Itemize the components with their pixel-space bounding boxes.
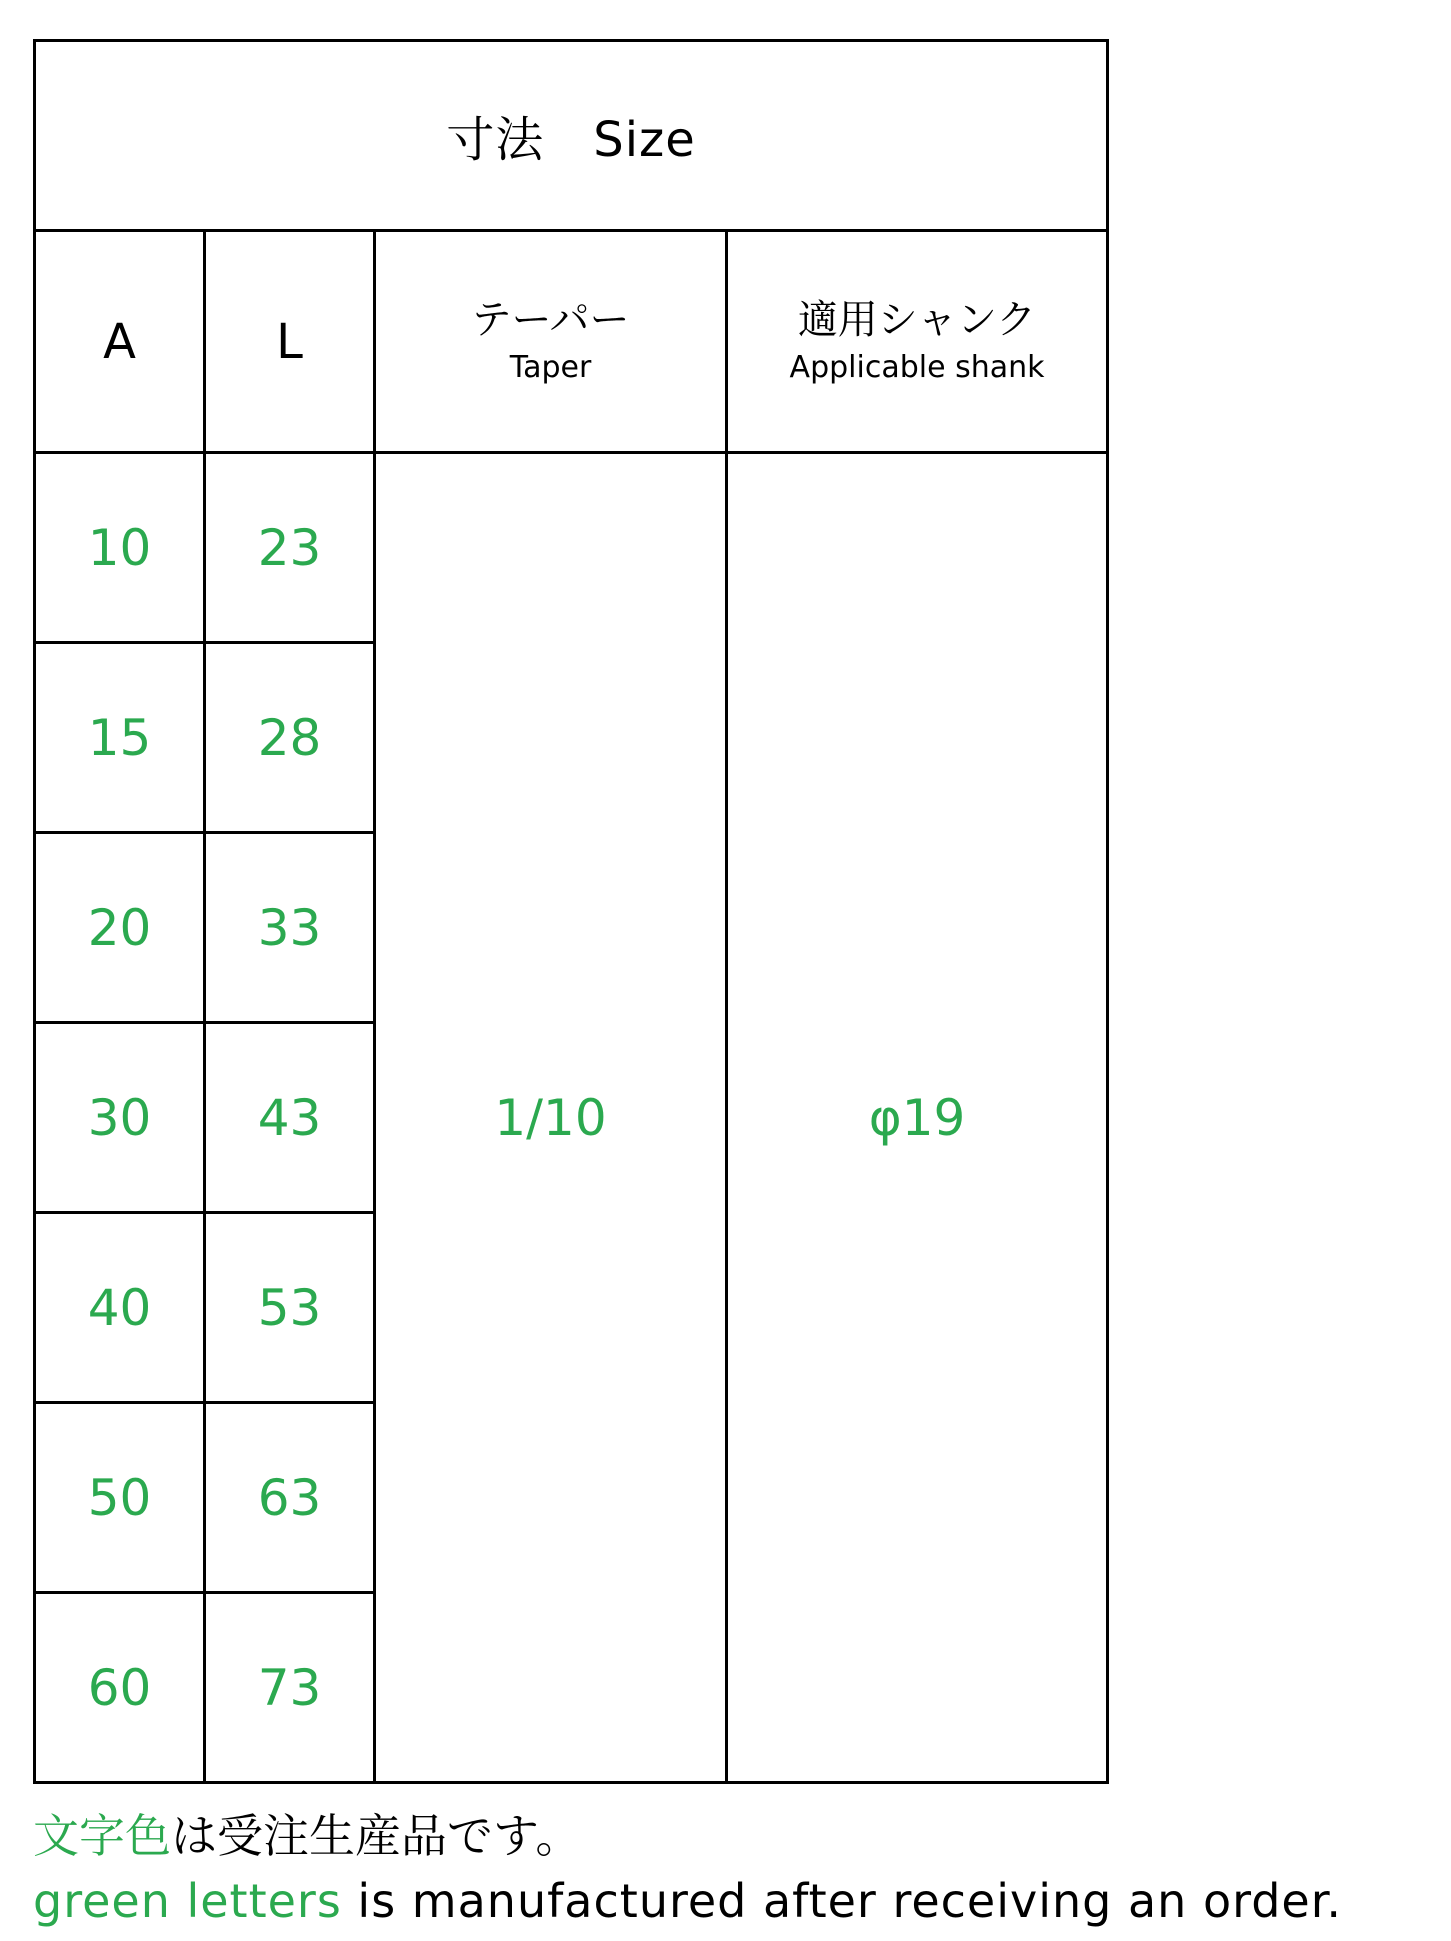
header-a: A <box>35 231 205 453</box>
table-title: 寸法 Size <box>35 41 1108 231</box>
note-en-green-text: green letters <box>33 1874 342 1928</box>
cell-a: 40 <box>35 1213 205 1403</box>
shank-value: φ19 <box>727 453 1108 1783</box>
note-english <box>33 1874 1342 1928</box>
header-row <box>35 231 1108 453</box>
cell-a: 50 <box>35 1403 205 1593</box>
note-japanese <box>33 1800 581 1866</box>
header-shank <box>727 231 1108 453</box>
cell-l: 53 <box>205 1213 375 1403</box>
table-row <box>35 453 1108 643</box>
title-row <box>35 41 1108 231</box>
note-jp-text: は受注生産品です。 <box>171 1809 582 1863</box>
cell-a: 30 <box>35 1023 205 1213</box>
cell-l: 43 <box>205 1023 375 1213</box>
header-taper <box>375 231 727 453</box>
cell-l: 63 <box>205 1403 375 1593</box>
cell-a: 60 <box>35 1593 205 1783</box>
note-jp-green-text: 文字色 <box>33 1809 171 1863</box>
cell-l: 23 <box>205 453 375 643</box>
cell-l: 33 <box>205 833 375 1023</box>
header-shank-jp: 適用シャンク <box>797 296 1037 343</box>
header-taper-en: Taper <box>509 349 592 385</box>
cell-l: 73 <box>205 1593 375 1783</box>
header-taper-jp: テーパー <box>471 296 630 343</box>
cell-a: 10 <box>35 453 205 643</box>
note-en-text: is manufactured after receiving an order. <box>341 1874 1343 1928</box>
header-shank-en: Applicable shank <box>789 349 1045 385</box>
size-table <box>33 39 1109 1784</box>
cell-a: 15 <box>35 643 205 833</box>
cell-a: 20 <box>35 833 205 1023</box>
header-l: L <box>205 231 375 453</box>
cell-l: 28 <box>205 643 375 833</box>
taper-value: 1/10 <box>375 453 727 1783</box>
